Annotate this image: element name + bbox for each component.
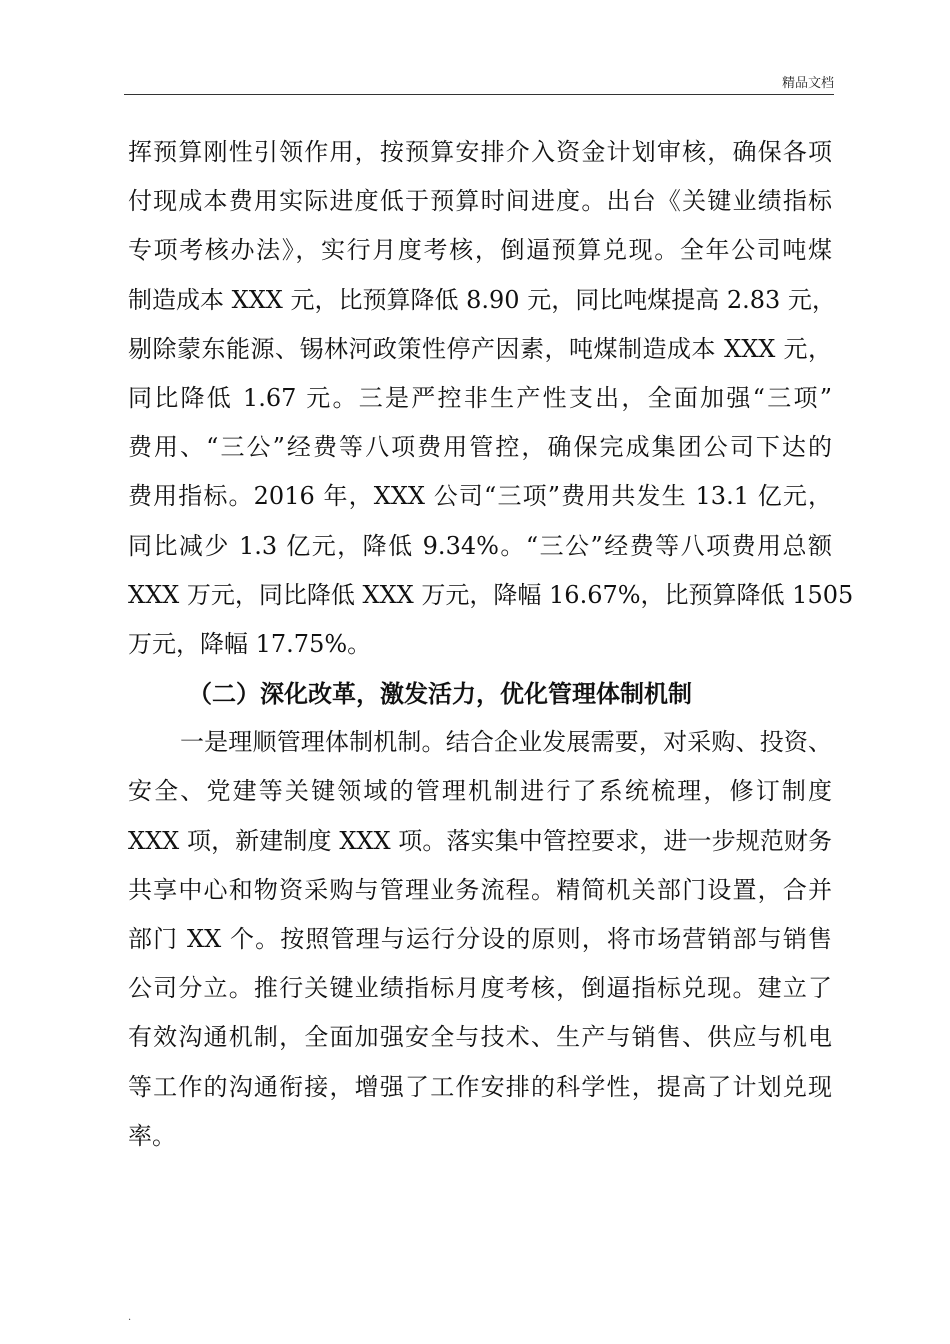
section-line: 率。: [128, 1121, 176, 1150]
body-line: 付现成本费用实际进度低于预算时间进度。出台《关键业绩指标: [128, 187, 832, 216]
section-line: 等工作的沟通衔接，增强了工作安排的科学性，提高了计划兑现: [128, 1072, 832, 1101]
body-line: 挥预算刚性引领作用，按预算安排介入资金计划审核，确保各项: [128, 138, 832, 166]
body-line: 费用、“三公”经费等八项费用管控，确保完成集团公司下达的: [128, 433, 832, 462]
body-line: 同比减少 1.3 亿元，降低 9.34%。“三公”经费等八项费用总额: [128, 531, 832, 560]
body-line: 费用指标。2016 年，XXX 公司“三项”费用共发生 13.1 亿元，: [128, 482, 832, 511]
body-line: 同比降低 1.67 元。三是严控非生产性支出，全面加强“三项”: [128, 383, 832, 412]
page-header-label: 精品文档: [781, 76, 834, 91]
section-line: 安全、党建等关键领域的管理机制进行了系统梳理，修订制度: [128, 777, 832, 806]
footer-mark: .: [128, 1312, 132, 1323]
section-line: 共享中心和物资采购与管理业务流程。精简机关部门设置，合并: [128, 875, 832, 904]
body-line: 剔除蒙东能源、锡林河政策性停产因素，吨煤制造成本 XXX 元，: [128, 334, 832, 363]
section-line: 公司分立。推行关键业绩指标月度考核，倒逼指标兑现。建立了: [128, 974, 832, 1003]
section-line: 一是理顺管理体制机制。结合企业发展需要，对采购、投资、: [180, 728, 832, 757]
body-line: 专项考核办法》，实行月度考核，倒逼预算兑现。全年公司吨煤: [128, 236, 832, 265]
document-body: [128, 128, 854, 1161]
header-divider: [124, 94, 834, 95]
section-line: 有效沟通机制，全面加强安全与技术、生产与销售、供应与机电: [128, 1023, 832, 1052]
body-line: 制造成本 XXX 元，比预算降低 8.90 元，同比吨煤提高 2.83 元，: [128, 285, 836, 314]
section-line: XXX 项，新建制度 XXX 项。落实集中管控要求，进一步规范财务: [128, 826, 832, 855]
section-heading: （二）深化改革，激发活力，优化管理体制机制: [188, 679, 692, 709]
body-line: 万元，降幅 17.75%。: [128, 629, 372, 658]
section-line: 部门 XX 个。按照管理与运行分设的原则，将市场营销部与销售: [128, 925, 832, 953]
body-line: XXX 万元，同比降低 XXX 万元，降幅 16.67%，比预算降低 1505: [128, 580, 854, 609]
